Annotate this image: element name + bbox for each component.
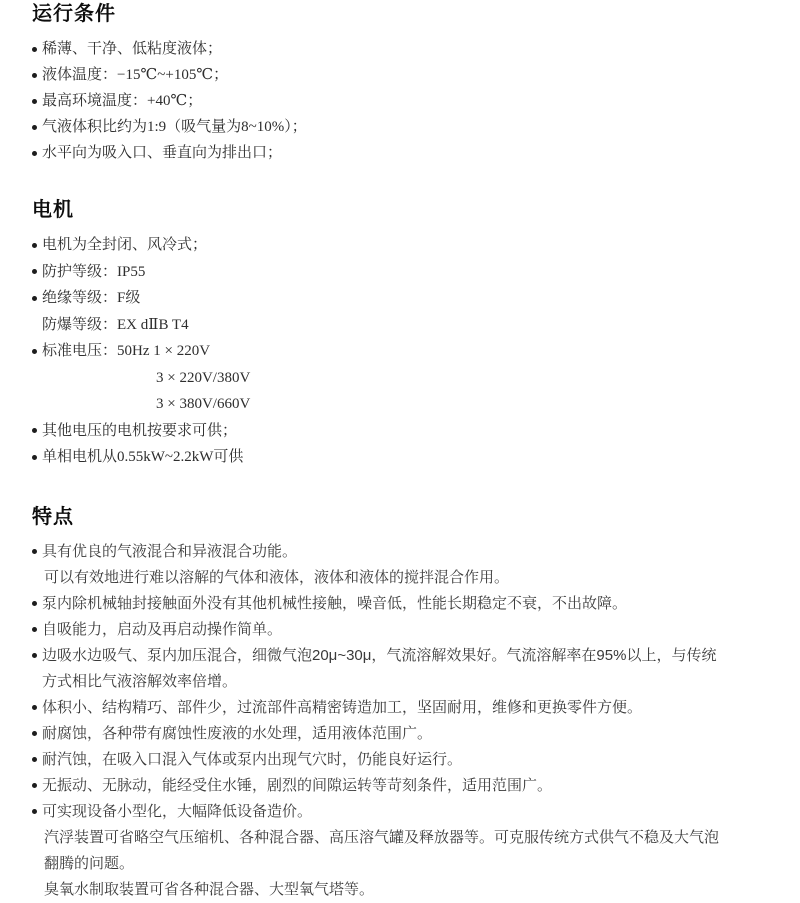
- bullet-icon: [32, 243, 37, 248]
- section-features: [32, 505, 722, 903]
- list-item-text: 防爆等级：EX dⅡB T4: [42, 316, 189, 333]
- list-item-text: 液体温度：−15℃~+105℃；: [42, 67, 229, 83]
- bullet-icon: [32, 705, 37, 710]
- bullet-icon: [32, 151, 37, 156]
- list-item-text: 可以有效地进行难以溶解的气体和液体，液体和液体的搅拌混合作用。: [44, 568, 510, 586]
- list-item-text: 电机为全封闭、风冷式；: [42, 237, 208, 253]
- list-item: [32, 232, 722, 259]
- list-item-text: 具有优良的气液混合和异液混合功能。: [42, 542, 298, 560]
- list-item: [32, 721, 722, 747]
- list-item: [32, 444, 722, 471]
- section-heading-features: 特点: [32, 505, 74, 528]
- list-item: [32, 88, 722, 114]
- list-item: [32, 773, 722, 799]
- bullet-icon: [32, 653, 37, 658]
- list-item-text: 3 × 380V/660V: [156, 396, 251, 412]
- bullet-icon: [32, 99, 37, 104]
- list-item-text: 泵内除机械轴封接触面外没有其他机械性接触，噪音低，性能长期稳定不衰，不出故障。: [42, 594, 628, 612]
- list-item-text: 耐腐蚀，各种带有腐蚀性废液的水处理，适用液体范围广。: [42, 724, 433, 742]
- section-operating-conditions: [32, 2, 722, 166]
- list-item-text: 无振动、无脉动，能经受住水锤，剧烈的间隙运转等苛刻条件，适用范围广。: [42, 776, 553, 794]
- bullet-icon: [32, 549, 37, 554]
- bullet-icon: [32, 601, 37, 606]
- bullet-icon: [32, 731, 37, 736]
- list-item: [32, 695, 722, 721]
- list-item-voltage-option: [32, 365, 722, 392]
- list-item: [32, 418, 722, 445]
- list-item-text: 3 × 220V/380V: [156, 369, 251, 386]
- section-motor: [32, 198, 722, 471]
- list-item: [32, 799, 722, 825]
- list-item-text: 汽浮装置可省略空气压缩机、各种混合器、高压溶气罐及释放器等。可克服传统方式供气不稳及大气泡翻腾的问题。: [44, 828, 720, 872]
- list-item-text: 防护等级：IP55: [42, 263, 146, 280]
- list-item-continuation: [32, 825, 722, 877]
- list-item-text: 气液体积比约为1:9（吸气量为8~10%）；: [42, 119, 307, 135]
- bullet-icon: [32, 269, 37, 274]
- list-item-text: 单相电机从0.55kW~2.2kW可供: [42, 449, 244, 465]
- bullet-icon: [32, 428, 37, 433]
- list-item: [32, 338, 722, 365]
- list-item: [32, 539, 722, 565]
- bullet-icon: [32, 349, 37, 354]
- bullet-icon: [32, 125, 37, 130]
- list-item: [32, 747, 722, 773]
- list-item: [32, 259, 722, 286]
- list-item-text: 体积小、结构精巧、部件少，过流部件高精密铸造加工，坚固耐用，维修和更换零件方便。: [42, 698, 643, 716]
- bullet-icon: [32, 455, 37, 460]
- bullet-icon: [32, 757, 37, 762]
- list-item-text: 可实现设备小型化，大幅降低设备造价。: [42, 802, 313, 820]
- bullet-icon: [32, 73, 37, 78]
- list-item-text: 标准电压：50Hz 1 × 220V: [42, 343, 211, 359]
- list-item-text: 边吸水边吸气、泵内加压混合，细微气泡20μ~30μ，气流溶解效果好。气流溶解率在95%以上，与传统方式相比气液溶解效率倍增。: [42, 646, 717, 690]
- list-item-text: 稀薄、干净、低粘度液体；: [42, 41, 223, 57]
- list-item-voltage-option: [32, 391, 722, 418]
- list-item-continuation: [32, 877, 722, 903]
- list-item: [32, 617, 722, 643]
- list-item: [32, 285, 722, 312]
- list-item-text: 最高环境温度：+40℃；: [42, 93, 203, 109]
- list-item: [32, 36, 722, 62]
- list-item-text: 自吸能力，启动及再启动操作简单。: [42, 620, 283, 638]
- bullet-icon: [32, 809, 37, 814]
- bullet-icon: [32, 627, 37, 632]
- list-item: [32, 114, 722, 140]
- list-item-text: 其他电压的电机按要求可供；: [42, 422, 238, 439]
- list-item-explosion-proof-grade: [32, 312, 722, 339]
- list-item-text: 臭氧水制取装置可省各种混合器、大型氧气塔等。: [44, 880, 375, 898]
- list-item: [32, 140, 722, 166]
- list-item-text: 耐汽蚀，在吸入口混入气体或泵内出现气穴时，仍能良好运行。: [42, 750, 463, 768]
- list-item: [32, 643, 722, 695]
- section-heading-operating-conditions: 运行条件: [32, 3, 116, 25]
- list-item-text: 水平向为吸入口、垂直向为排出口；: [42, 145, 283, 161]
- bullet-icon: [32, 47, 37, 52]
- bullet-icon: [32, 296, 37, 301]
- section-heading-motor: 电机: [32, 199, 74, 221]
- bullet-icon: [32, 783, 37, 788]
- list-item-text: 绝缘等级：F级: [42, 290, 141, 306]
- list-item: [32, 591, 722, 617]
- list-item: [32, 62, 722, 88]
- list-item-continuation: [32, 565, 722, 591]
